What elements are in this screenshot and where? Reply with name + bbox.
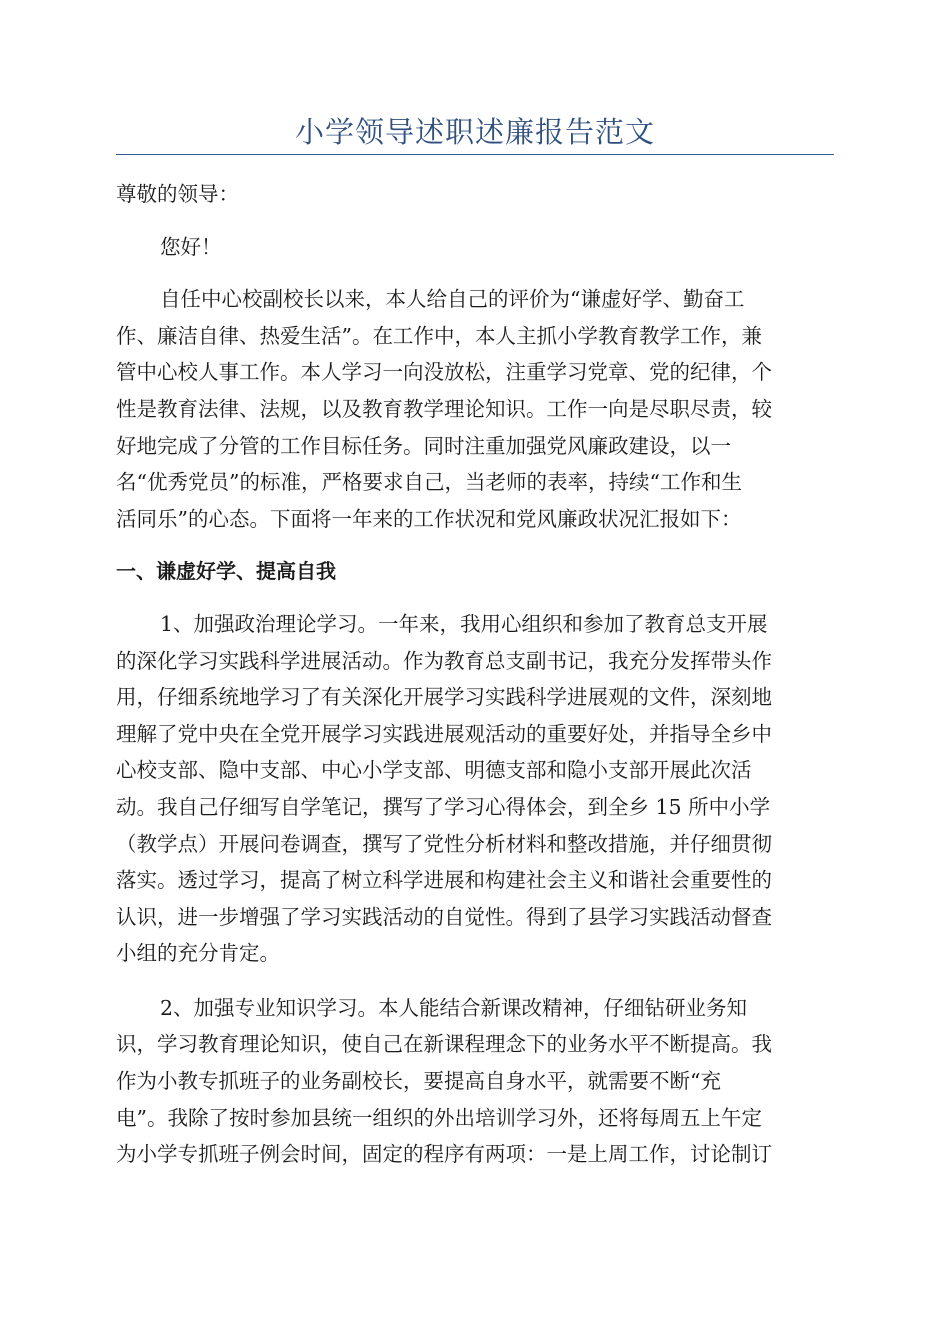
paragraph-line: 1、加强政治理论学习。一年来，我用心组织和参加了教育总支开展: [160, 611, 768, 636]
spacer: [116, 213, 834, 229]
paragraph-line: 2、加强专业知识学习。本人能结合新课改精神，仔细钻研业务知: [160, 995, 748, 1020]
spacer: [116, 537, 834, 553]
salutation: 尊敬的领导：: [116, 182, 239, 206]
paragraph-line: 作为小教专抓班子的业务副校长，要提高自身水平，就需要不断“充: [116, 1069, 721, 1094]
paragraph-1: [116, 606, 834, 972]
paragraph-line: （教学点）开展问卷调查，撰写了党性分析材料和整改措施，并仔细贯彻: [116, 831, 772, 856]
spacer: [116, 590, 834, 606]
paragraph-line: 的深化学习实践科学进展活动。作为教育总支副书记，我充分发挥带头作: [116, 648, 772, 673]
paragraph-line: 作、廉洁自律、热爱生活”。在工作中，本人主抓小学教育教学工作，兼: [116, 323, 762, 348]
paragraph-line: 落实。透过学习，提高了树立科学进展和构建社会主义和谐社会重要性的: [116, 868, 772, 893]
paragraph-line: 名“优秀党员”的标准，严格要求自己，当老师的表率，持续“工作和生: [116, 470, 742, 495]
title-underline: [116, 154, 834, 155]
paragraph-line: 管中心校人事工作。本人学习一向没放松，注重学习党章、党的纪律，个: [116, 360, 772, 385]
paragraph-line: 认识，进一步增强了学习实践活动的自觉性。得到了县学习实践活动督查: [116, 904, 772, 929]
intro-paragraph: [116, 281, 834, 537]
paragraph-line: 为小学专抓班子例会时间，固定的程序有两项：一是上周工作，讨论制订: [116, 1142, 772, 1167]
paragraph-2: [116, 990, 834, 1173]
document-body: [116, 176, 834, 1173]
paragraph-line: 用，仔细系统地学习了有关深化开展学习实践科学进展观的文件，深刻地: [116, 685, 772, 710]
paragraph-line: 自任中心校副校长以来，本人给自己的评价为“谦虚好学、勤奋工: [160, 287, 745, 312]
paragraph-line: 活同乐”的心态。下面将一年来的工作状况和党风廉政状况汇报如下：: [116, 506, 742, 531]
spacer: [116, 265, 834, 281]
paragraph-line: 理解了党中央在全党开展学习实践进展观活动的重要好处，并指导全乡中: [116, 721, 772, 746]
spacer: [116, 972, 834, 990]
paragraph-line: 好地完成了分管的工作目标任务。同时注重加强党风廉政建设，以一: [116, 433, 731, 458]
greeting: 您好！: [160, 234, 222, 259]
paragraph-line: 电”。我除了按时参加县统一组织的外出培训学习外，还将每周五上午定: [116, 1105, 762, 1130]
paragraph-line: 心校支部、隐中支部、中心小学支部、明德支部和隐小支部开展此次活: [116, 758, 752, 783]
paragraph-line: 性是教育法律、法规，以及教育教学理论知识。工作一向是尽职尽责，较: [116, 396, 772, 421]
document-title: 小学领导述职述廉报告范文: [294, 115, 655, 149]
section-heading: 一、谦虚好学、提高自我: [116, 559, 336, 584]
paragraph-line: 小组的充分肯定。: [116, 941, 280, 966]
paragraph-line: 动。我自己仔细写自学笔记，撰写了学习心得体会，到全乡 15 所中小学: [116, 794, 771, 819]
paragraph-line: 识，学习教育理论知识，使自己在新课程理念下的业务水平不断提高。我: [116, 1032, 772, 1057]
